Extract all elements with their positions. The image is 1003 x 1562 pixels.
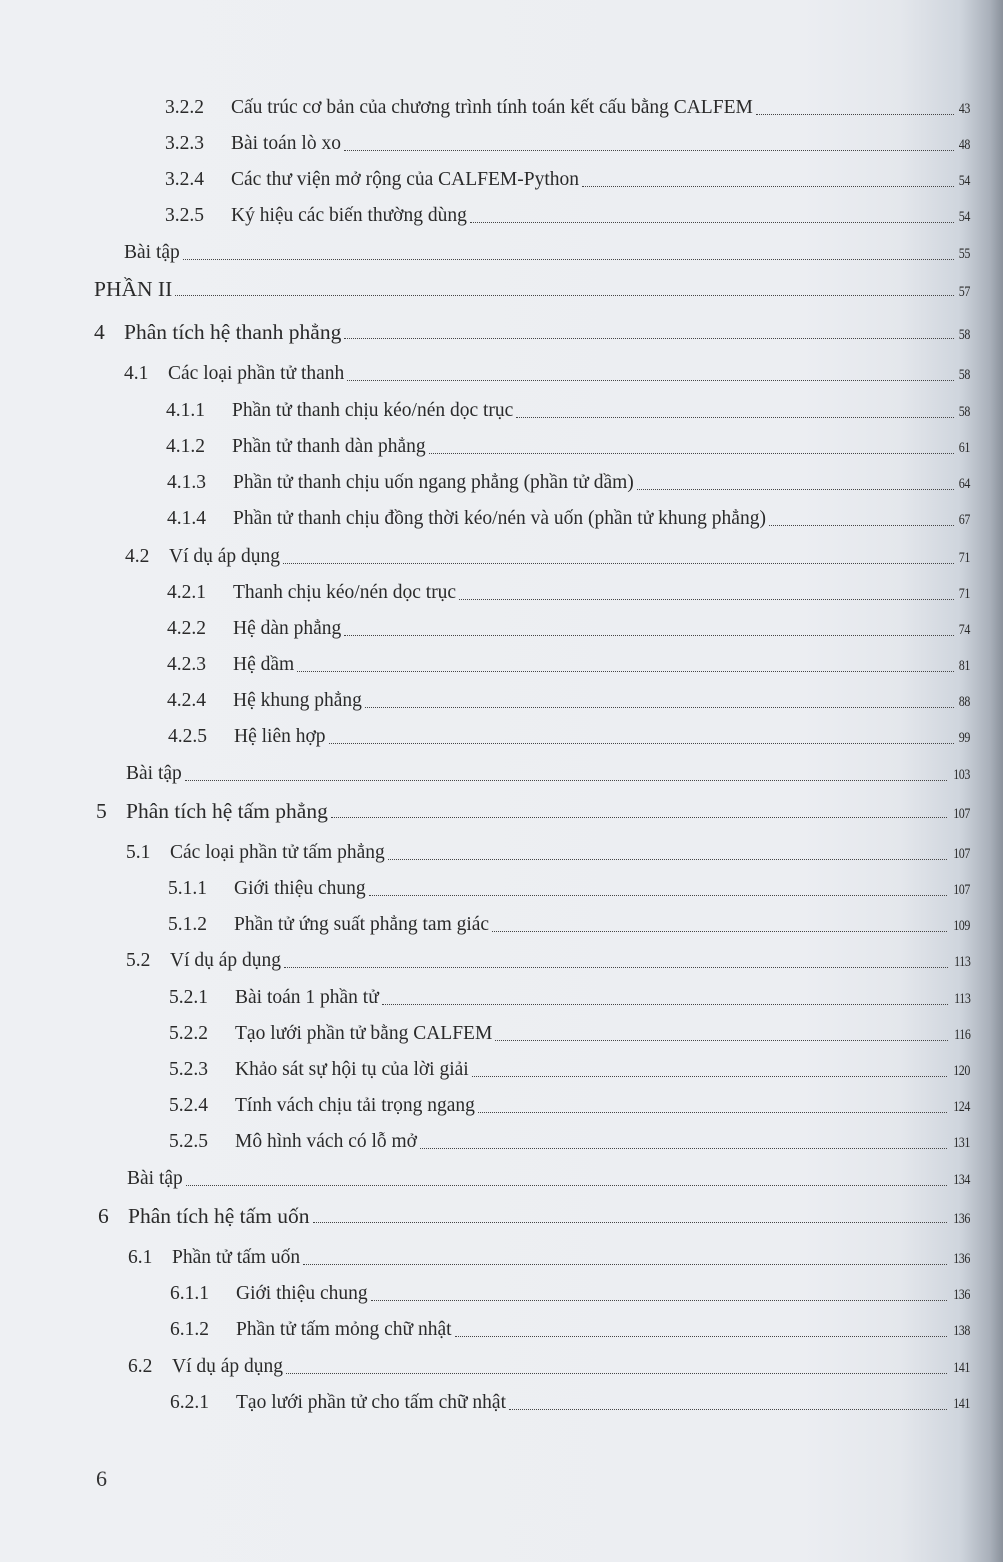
toc-entry[interactable] — [166, 432, 970, 462]
toc-entry-title: Ví dụ áp dụng — [172, 1356, 284, 1377]
dot-leader — [303, 1263, 947, 1265]
dot-leader — [472, 1075, 947, 1077]
toc-entry-page: 43 — [958, 101, 970, 117]
toc-entry[interactable] — [167, 504, 970, 534]
toc-entry-page: 134 — [953, 1172, 970, 1188]
dot-leader — [344, 634, 954, 636]
toc-entry-page: 99 — [958, 730, 970, 746]
toc-entry-title: Phần tử ứng suất phẳng tam giác — [234, 914, 490, 935]
dot-leader — [344, 337, 954, 339]
toc-entry[interactable] — [127, 1164, 970, 1194]
toc-entry-page: 74 — [958, 622, 970, 638]
toc-entry-page: 67 — [958, 512, 970, 528]
toc-entry-number: 4.1.4 — [167, 508, 206, 529]
toc-entry-page: 58 — [958, 367, 970, 383]
toc-entry-page: 107 — [953, 806, 970, 822]
toc-entry-title: Bài tập — [126, 763, 182, 784]
toc-entry[interactable] — [94, 317, 970, 347]
toc-entry-number: 4 — [94, 320, 105, 344]
toc-entry-title: Bài tập — [127, 1168, 183, 1189]
dot-leader — [369, 894, 947, 896]
dot-leader — [388, 858, 947, 860]
toc-entry-number: 3.2.4 — [165, 169, 204, 190]
toc-entry[interactable] — [167, 614, 970, 644]
dot-leader — [313, 1221, 947, 1223]
toc-entry[interactable] — [128, 1243, 970, 1273]
toc-entry-page: 55 — [958, 246, 970, 262]
dot-leader — [371, 1299, 947, 1301]
toc-entry-page: 58 — [958, 327, 970, 343]
toc-entry[interactable] — [168, 874, 970, 904]
toc-entry-title: Các loại phần tử thanh — [168, 363, 345, 384]
toc-entry[interactable] — [170, 1279, 970, 1309]
toc-entry-number: 4.2.3 — [167, 654, 206, 675]
toc-entry-page: 58 — [958, 404, 970, 420]
toc-entry-page: 131 — [953, 1135, 970, 1151]
toc-entry-title: Bài toán lò xo — [231, 133, 341, 154]
toc-entry[interactable] — [98, 1201, 970, 1231]
dot-leader — [492, 930, 947, 932]
toc-entry-title: Phân tích hệ tấm phẳng — [126, 799, 328, 823]
toc-entry[interactable] — [169, 1055, 970, 1085]
toc-entry-number: 4.2 — [125, 546, 150, 567]
dot-leader — [420, 1147, 947, 1149]
dot-leader — [495, 1039, 947, 1041]
toc-entry[interactable] — [165, 201, 970, 231]
toc-entry-number: 4.1 — [124, 363, 149, 384]
toc-entry-page: 54 — [958, 209, 970, 225]
dot-leader — [516, 416, 954, 418]
toc-entry[interactable] — [166, 396, 970, 426]
toc-entry-page: 57 — [958, 284, 970, 300]
toc-entry-page: 136 — [953, 1287, 970, 1303]
toc-entry-number: 4.2.2 — [167, 618, 206, 639]
toc-entry-page: 54 — [958, 173, 970, 189]
toc-entry-page: 71 — [958, 586, 970, 602]
toc-entry-title: Các thư viện mở rộng của CALFEM-Python — [231, 169, 580, 190]
toc-entry-number: 4.2.1 — [167, 582, 206, 603]
toc-entry-number: 5.2.2 — [169, 1023, 208, 1044]
toc-entry-title: Phần tử tấm uốn — [172, 1247, 301, 1268]
toc-entry-page: 141 — [953, 1360, 970, 1376]
toc-entry-page: 136 — [953, 1211, 970, 1227]
toc-entry[interactable] — [168, 910, 970, 940]
toc-entry-number: 4.2.5 — [168, 726, 207, 747]
dot-leader — [509, 1408, 947, 1410]
toc-entry-page: 120 — [953, 1063, 970, 1079]
toc-entry-page: 103 — [953, 767, 970, 783]
toc-entry-title: Giới thiệu chung — [234, 878, 366, 899]
toc-entry-page: 141 — [953, 1396, 970, 1412]
toc-entry[interactable] — [126, 759, 970, 789]
toc-entry[interactable] — [165, 165, 970, 195]
toc-entry-number: 6.1 — [128, 1247, 153, 1268]
toc-entry-number: 5.1.2 — [168, 914, 207, 935]
toc-entry-title: Thanh chịu kéo/nén dọc trục — [233, 582, 457, 603]
toc-entry-title: Hệ liên hợp — [234, 726, 326, 747]
toc-entry[interactable] — [170, 1315, 970, 1345]
toc-entry-title: Ký hiệu các biến thường dùng — [231, 205, 467, 226]
toc-entry-title: Phần tử thanh dàn phẳng — [232, 436, 426, 457]
toc-entry-number: 3.2.5 — [165, 205, 204, 226]
toc-entry[interactable] — [168, 722, 970, 752]
dot-leader — [286, 1372, 947, 1374]
toc-entry[interactable] — [169, 1127, 970, 1157]
toc-entry-title: Phân tích hệ tấm uốn — [128, 1204, 310, 1228]
toc-entry[interactable] — [167, 686, 970, 716]
toc-entry-page: 88 — [958, 694, 970, 710]
dot-leader — [637, 488, 954, 490]
toc-entry-title: Bài toán 1 phần tử — [235, 987, 379, 1008]
dot-leader — [365, 706, 954, 708]
toc-entry-title: Hệ dàn phẳng — [233, 618, 342, 639]
toc-entry-number: 3.2.3 — [165, 133, 204, 154]
dot-leader — [344, 149, 954, 151]
dot-leader — [582, 185, 954, 187]
toc-entry-number: 5.2.5 — [169, 1131, 208, 1152]
toc-entry-page: 109 — [953, 918, 970, 934]
toc-entry-title: Tạo lưới phần tử cho tấm chữ nhật — [236, 1392, 506, 1413]
toc-entry-number: 5.1 — [126, 842, 151, 863]
dot-leader — [297, 670, 954, 672]
toc-entry-number: 6.2 — [128, 1356, 153, 1377]
toc-entry-title: Phần tử thanh chịu uốn ngang phẳng (phần tử dầm) — [233, 472, 634, 493]
toc-entry-page: 48 — [958, 137, 970, 153]
toc-entry-title: Hệ dầm — [233, 654, 295, 675]
toc-entry-title: Phân tích hệ thanh phẳng — [124, 320, 342, 344]
dot-leader — [382, 1003, 948, 1005]
toc-entry-number: 6.1.2 — [170, 1319, 209, 1340]
toc-entry-title: Mô hình vách có lỗ mở — [235, 1131, 417, 1152]
dot-leader — [331, 816, 947, 818]
toc-entry-number: 4.1.3 — [167, 472, 206, 493]
toc-entry[interactable] — [96, 796, 970, 826]
toc-entry-number: 3.2.2 — [165, 97, 204, 118]
toc-entry[interactable] — [128, 1352, 970, 1382]
toc-entry-title: Bài tập — [124, 242, 180, 263]
toc-entry-title: Các loại phần tử tấm phẳng — [170, 842, 385, 863]
toc-entry[interactable] — [169, 1019, 970, 1049]
toc-entry-title: Khảo sát sự hội tụ của lời giải — [235, 1059, 469, 1080]
toc-entry-title: Phần tử thanh chịu kéo/nén dọc trục — [232, 400, 514, 421]
toc-entry-page: 138 — [953, 1323, 970, 1339]
toc-entry-number: 4.1.1 — [166, 400, 205, 421]
toc-entry-page: 113 — [953, 954, 970, 970]
toc-entry-number: 5.1.1 — [168, 878, 207, 899]
dot-leader — [459, 598, 954, 600]
toc-entry-title: Tạo lưới phần tử bằng CALFEM — [235, 1023, 493, 1044]
toc-entry[interactable] — [169, 1091, 970, 1121]
toc-entry-number: 5.2.3 — [169, 1059, 208, 1080]
toc-entry-title: Phần tử thanh chịu đồng thời kéo/nén và uốn (phần tử khung phẳng) — [233, 508, 766, 529]
toc-entry[interactable] — [94, 274, 970, 304]
toc-entry-page: 113 — [953, 991, 970, 1007]
toc-entry[interactable] — [167, 578, 970, 608]
toc-entry[interactable] — [126, 838, 970, 868]
toc-entry-title: Hệ khung phẳng — [233, 690, 362, 711]
dot-leader — [175, 294, 954, 296]
dot-leader — [284, 966, 948, 968]
dot-leader — [283, 562, 954, 564]
toc-entry-number: 5.2.1 — [169, 987, 208, 1008]
toc-entry[interactable] — [170, 1388, 970, 1418]
toc-entry-title: PHẦN II — [94, 277, 173, 301]
toc-entry[interactable] — [124, 359, 970, 389]
toc-entry-title: Tính vách chịu tải trọng ngang — [235, 1095, 475, 1116]
toc-entry[interactable] — [169, 983, 970, 1013]
toc-entry-page: 64 — [958, 476, 970, 492]
dot-leader — [347, 379, 954, 381]
dot-leader — [185, 779, 947, 781]
dot-leader — [329, 742, 954, 744]
dot-leader — [429, 452, 954, 454]
toc-entry-number: 5.2 — [126, 950, 151, 971]
toc-entry-number: 4.2.4 — [167, 690, 206, 711]
toc-entry-number: 6 — [98, 1204, 109, 1228]
toc-entry-page: 107 — [953, 882, 970, 898]
dot-leader — [186, 1184, 947, 1186]
dot-leader — [183, 258, 954, 260]
dot-leader — [756, 113, 954, 115]
toc-entry-title: Cấu trúc cơ bản của chương trình tính toán kết cấu bằng CALFEM — [231, 97, 753, 118]
toc-entry-page: 136 — [953, 1251, 970, 1267]
toc-entry-number: 5.2.4 — [169, 1095, 208, 1116]
toc-entry-number: 5 — [96, 799, 107, 823]
dot-leader — [769, 524, 954, 526]
toc-entry[interactable] — [167, 468, 970, 498]
toc-entry-title: Giới thiệu chung — [236, 1283, 368, 1304]
toc-entry[interactable] — [167, 650, 970, 680]
toc-entry-page: 116 — [953, 1027, 970, 1043]
toc-entry-page: 81 — [958, 658, 970, 674]
toc-entry-page: 107 — [953, 846, 970, 862]
toc-entry[interactable] — [165, 129, 970, 159]
toc-entry[interactable] — [125, 542, 970, 572]
toc-entry-title: Phần tử tấm mỏng chữ nhật — [236, 1319, 452, 1340]
toc-entry[interactable] — [124, 238, 970, 268]
toc-entry[interactable] — [126, 946, 970, 976]
page-number: 6 — [96, 1466, 107, 1491]
toc-entry[interactable] — [165, 93, 970, 123]
toc-entry-number: 6.2.1 — [170, 1392, 209, 1413]
dot-leader — [455, 1335, 947, 1337]
toc-entry-page: 71 — [958, 550, 970, 566]
dot-leader — [478, 1111, 947, 1113]
toc-entry-title: Ví dụ áp dụng — [170, 950, 282, 971]
toc-entry-number: 6.1.1 — [170, 1283, 209, 1304]
toc-entry-title: Ví dụ áp dụng — [169, 546, 281, 567]
dot-leader — [470, 221, 954, 223]
toc-entry-number: 4.1.2 — [166, 436, 205, 457]
toc-entry-page: 61 — [958, 440, 970, 456]
toc-entry-page: 124 — [953, 1099, 970, 1115]
